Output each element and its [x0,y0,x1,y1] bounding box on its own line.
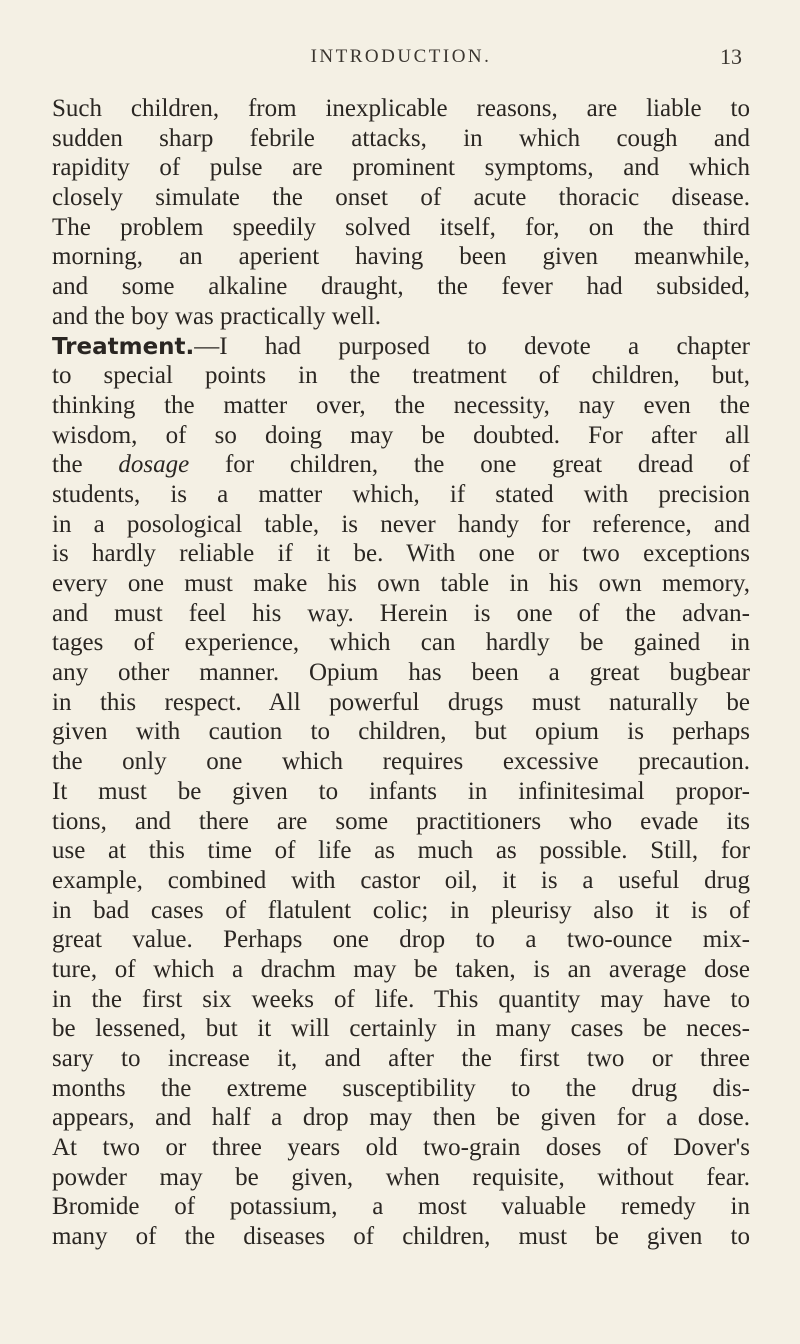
text-line-25: tions, and there are some practitioners who evade its [52,807,750,835]
dosage-line-pre: the [52,451,119,479]
text-line-34: months the extreme susceptibility to the drug dis- [52,1074,750,1102]
text-line-13 [52,450,750,480]
text-line-3: rapidity of pulse are prominent symptoms, and which [52,154,750,182]
text-line-21: in this respect. All powerful drugs must naturally be [52,688,750,716]
running-head-title: INTRODUCTION. [310,46,492,67]
text-line-9 [52,332,750,362]
text-line-31: in the first six weeks of life. This quantity may have to [52,985,750,1013]
text-line-36: At two or three years old two-grain doses of Dover's [52,1134,750,1162]
text-line-5: The problem speedily solved itself, for, on the third [52,213,750,241]
body-text [52,94,750,1252]
text-line-22: given with caution to children, but opium is perhaps [52,718,750,746]
text-line-35: appears, and half a drop may then be given for a dose. [52,1104,750,1132]
text-line-2: sudden sharp febrile attacks, in which cough and [52,124,750,152]
text-line-15: in a posological table, is never handy for reference, and [52,510,750,538]
text-line-19: tages of experience, which can hardly be gained in [52,629,750,657]
text-line-18: and must feel his way. Herein is one of the advan- [52,599,750,627]
text-line-29: great value. Perhaps one drop to a two-ounce mix- [52,926,750,954]
text-line-6: morning, an aperient having been given meanwhile, [52,243,750,271]
text-line-33: sary to increase it, and after the first two or three [52,1045,750,1072]
text-line-38: Bromide of potassium, a most valuable remedy in [52,1193,750,1221]
text-line-27: example, combined with castor oil, it is a useful drug [52,866,750,894]
text-line-8: and the boy was practically well. [52,302,382,330]
dosage-italic: dosage [118,451,190,479]
text-line-37: powder may be given, when requisite, without fear. [52,1163,750,1191]
treatment-heading: Treatment. [52,333,195,360]
text-line-32: be lessened, but it will certainly in many cases be neces- [52,1015,750,1043]
text-line-26: use at this time of life as much as possible. Still, for [52,837,750,865]
dosage-line-post: for children, the one great dread of [189,451,750,479]
page-number: 13 [720,44,742,69]
text-line-23: the only one which requires excessive precaution. [52,748,750,776]
treatment-line-rest: —I had purposed to devote a chapter [194,332,750,360]
text-line-7: and some alkaline draught, the fever had subsided, [52,273,750,301]
text-line-30: ture, of which a drachm may be taken, is an average dose [52,955,750,983]
text-line-24: It must be given to infants in infinitesimal propor- [52,777,750,805]
text-line-11: thinking the matter over, the necessity, nay even the [52,391,750,419]
text-line-10: to special points in the treatment of children, but, [52,362,750,390]
text-line-4: closely simulate the onset of acute thoracic disease. [52,184,750,212]
text-line-20: any other manner. Opium has been a great bugbear [52,659,750,687]
text-line-1: Such children, from inexplicable reasons, are liable to [52,95,750,122]
text-line-16: is hardly reliable if it be. With one or two exceptions [52,540,750,568]
running-head [52,40,750,78]
text-line-17: every one must make his own table in his own memory, [52,570,750,597]
text-line-12: wisdom, of so doing may be doubted. For after all [52,421,750,449]
text-line-14: students, is a matter which, if stated with precision [52,480,750,508]
text-line-39: many of the diseases of children, must be given to [52,1223,750,1251]
text-line-28: in bad cases of flatulent colic; in pleurisy also it is of [52,896,750,924]
